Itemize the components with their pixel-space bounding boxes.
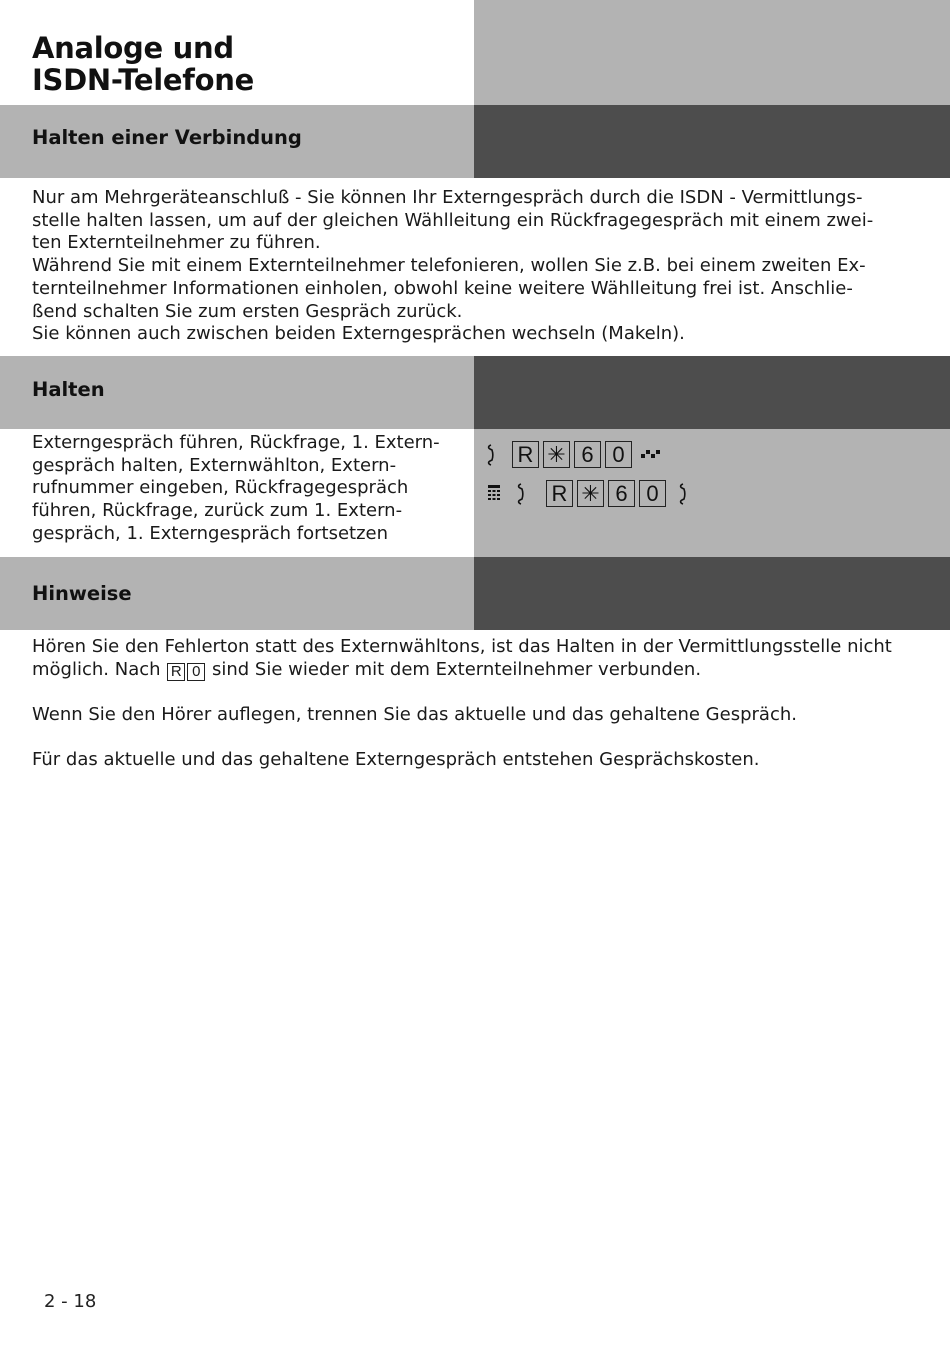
section-band-dark — [474, 356, 950, 429]
intro-line: ßend schalten Sie zum ersten Gespräch zurück. — [32, 300, 463, 322]
key-sequence-row-1 — [486, 441, 672, 468]
instruction-line: Externgespräch führen, Rückfrage, 1. Extern- — [32, 432, 440, 453]
intro-line: Nur am Mehrgeräteanschluß - Sie können Ihr Externgespräch durch die ISDN - Vermittlungs- — [32, 187, 863, 208]
halten-instruction — [32, 432, 440, 546]
key-star: ✳ — [543, 441, 570, 468]
keypad-icon — [486, 484, 502, 504]
instruction-line: führen, Rückfrage, zurück zum 1. Extern- — [32, 500, 403, 522]
handset-icon — [486, 442, 502, 468]
key-0: 0 — [639, 480, 666, 507]
handset-icon — [516, 481, 532, 507]
key-6: 6 — [608, 480, 635, 507]
note-1-text-post: sind Sie wieder mit dem Externteilnehmer verbunden. — [212, 658, 702, 680]
intro-line: stelle halten lassen, um auf der gleichen Wählleitung ein Rückfragegespräch mit einem zwei- — [32, 209, 874, 231]
note-1-text-pre: möglich. Nach — [32, 658, 161, 680]
note-3: Für das aktuelle und das gehaltene Externgespräch entstehen Gesprächskosten. — [32, 749, 760, 771]
page-title-line1: Analoge und — [32, 31, 234, 65]
key-r: R — [512, 441, 539, 468]
page-title — [32, 32, 254, 96]
intro-line: Während Sie mit einem Externteilnehmer telefonieren, wollen Sie z.B. bei einem zweiten Ex- — [32, 255, 866, 277]
note-1-line-2 — [32, 659, 892, 682]
instruction-line: gespräch halten, Externwählton, Extern- — [32, 454, 397, 476]
key-0: 0 — [187, 663, 205, 681]
handset-icon — [678, 481, 694, 507]
key-r: R — [167, 663, 185, 681]
key-6: 6 — [574, 441, 601, 468]
key-star: ✳ — [577, 480, 604, 507]
intro-line: ten Externteilnehmer zu führen. — [32, 232, 321, 254]
header-band — [474, 0, 950, 105]
hinweise-notes — [32, 636, 892, 772]
instruction-line: gespräch, 1. Externgespräch fortsetzen — [32, 522, 389, 544]
section-band-dark — [474, 557, 950, 630]
note-1-line-1: Hören Sie den Fehlerton statt des Externwähltons, ist das Halten in der Vermittlungsstelle nicht — [32, 636, 892, 657]
key-0: 0 — [605, 441, 632, 468]
page-title-line2: ISDN-Telefone — [32, 63, 254, 97]
section-heading-halten: Halten — [32, 378, 105, 401]
dial-tone-icon — [640, 449, 662, 461]
key-sequence-row-2 — [486, 480, 704, 507]
section-band-dark — [474, 105, 950, 178]
section-heading-hinweise: Hinweise — [32, 582, 132, 605]
note-2: Wenn Sie den Hörer auflegen, trennen Sie das aktuelle und das gehaltene Gespräch. — [32, 704, 797, 726]
section-heading-halten-verbindung: Halten einer Verbindung — [32, 126, 302, 149]
intro-paragraph — [32, 187, 873, 346]
key-r: R — [546, 480, 573, 507]
intro-line: ternteilnehmer Informationen einholen, obwohl keine weitere Wählleitung frei ist. Anschlie- — [32, 277, 853, 299]
instruction-line: rufnummer eingeben, Rückfragegespräch — [32, 477, 409, 499]
intro-line: Sie können auch zwischen beiden Externgesprächen wechseln (Makeln). — [32, 323, 685, 345]
page-number: 2 - 18 — [44, 1291, 97, 1312]
